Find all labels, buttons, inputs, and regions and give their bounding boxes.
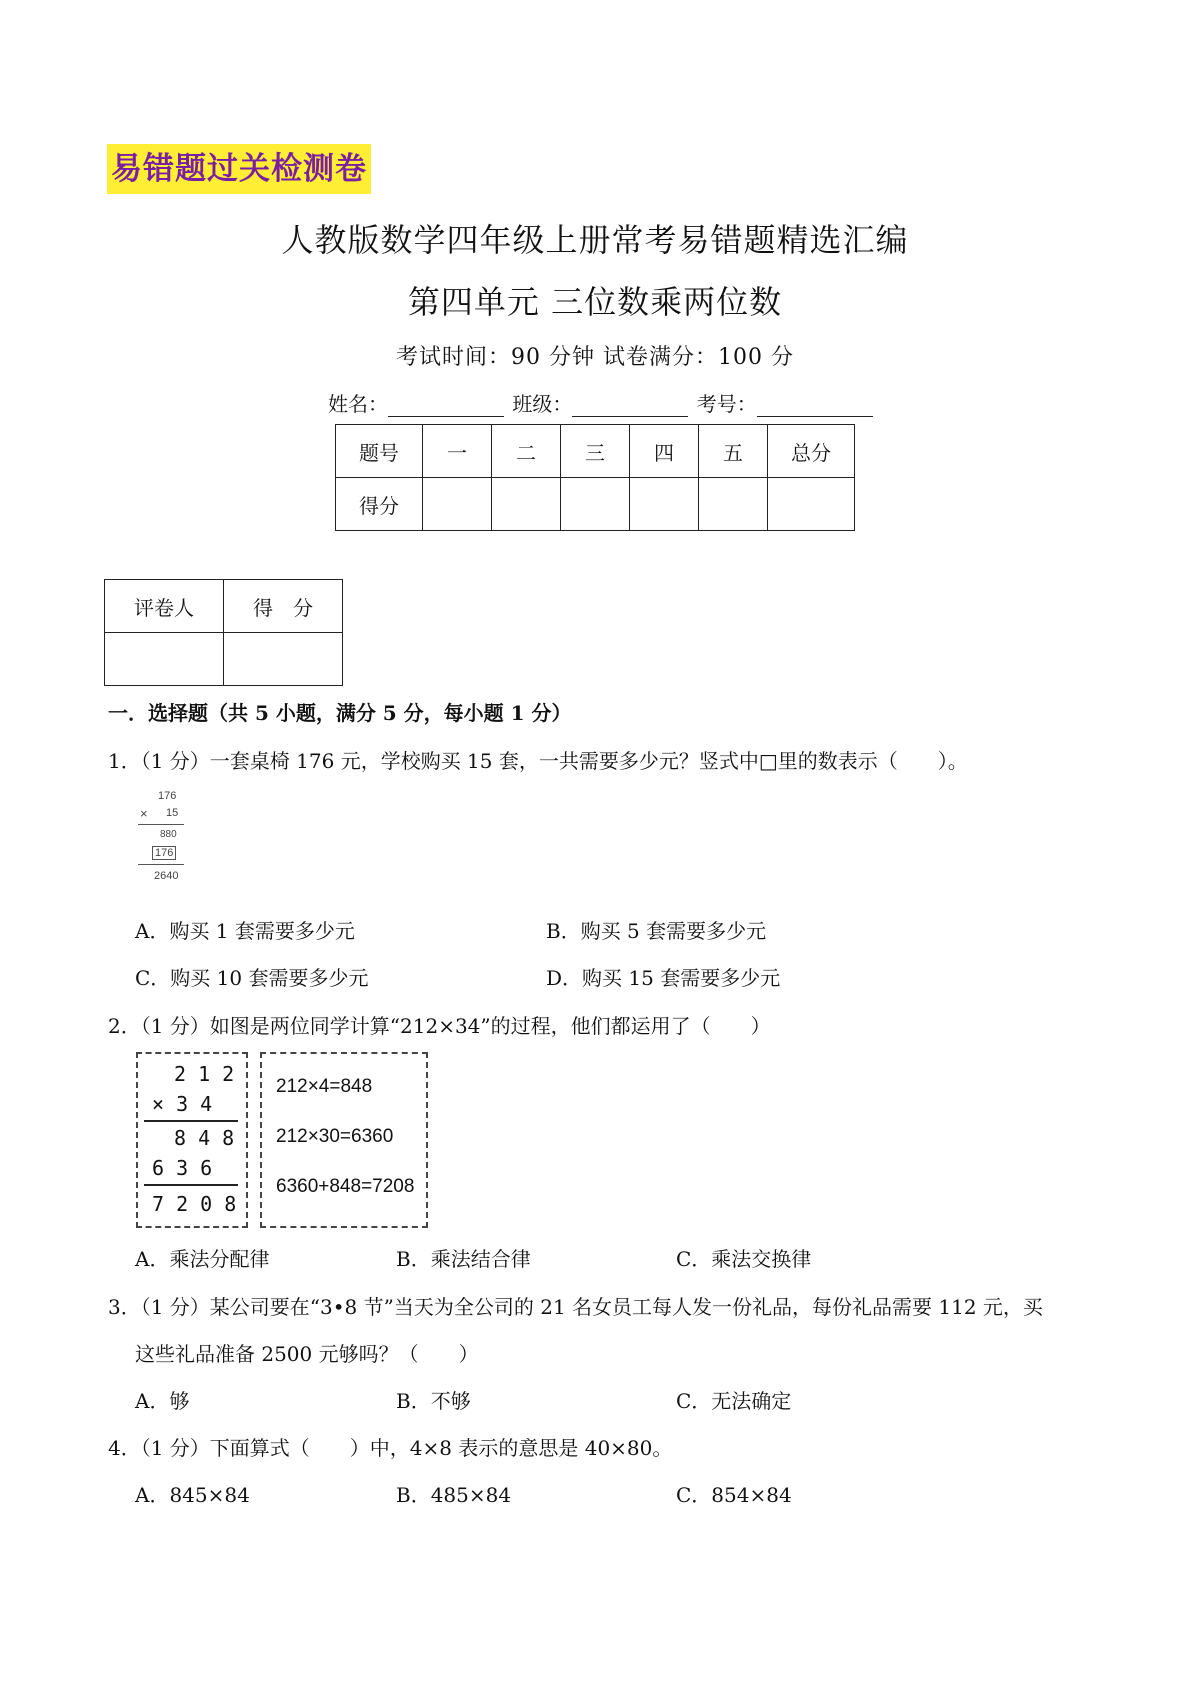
question-3-text-line2: 这些礼品准备 2500 元够吗？（ ） (135, 1342, 479, 1366)
fig2-r2: × 3 4 (152, 1092, 213, 1116)
score-row-label: 得分 (336, 478, 423, 531)
q2-option-b[interactable]: B．乘法结合律 (396, 1247, 531, 1271)
score-header-cell: 五 (699, 425, 768, 478)
question-1-text: 1．（1 分）一套桌椅 176 元，学校购买 15 套，一共需要多少元？竖式中□里的数表示（ ）。 (108, 749, 968, 773)
score-header-cell: 二 (492, 425, 561, 478)
exam-info: 考试时间：90 分钟 试卷满分：100 分 (396, 345, 794, 370)
score-header-cell: 总分 (768, 425, 855, 478)
grader-score-header: 得 分 (224, 580, 343, 633)
q1-option-a[interactable]: A．购买 1 套需要多少元 (135, 919, 355, 943)
number-blank[interactable] (757, 394, 873, 417)
q1-option-d[interactable]: D．购买 15 套需要多少元 (546, 966, 781, 990)
question-2-text: 2．（1 分）如图是两位同学计算“212×34”的过程，他们都运用了（ ） (108, 1014, 771, 1038)
page-title: 人教版数学四年级上册常考易错题精选汇编 (281, 221, 909, 259)
q3-option-b[interactable]: B．不够 (396, 1389, 471, 1413)
score-cell[interactable] (561, 478, 630, 531)
score-header-cell: 三 (561, 425, 630, 478)
question-3-text-line1: 3．（1 分）某公司要在“3•8 节”当天为全公司的 21 名女员工每人发一份礼品，每份礼品需要 112 元，买 (108, 1295, 1043, 1319)
page-subtitle: 第四单元 三位数乘两位数 (407, 283, 783, 321)
fig1-line (138, 824, 184, 825)
number-label: 考号： (696, 392, 757, 416)
q1-option-c[interactable]: C．购买 10 套需要多少元 (135, 966, 369, 990)
fig1-op: × (140, 806, 148, 821)
q2-option-a[interactable]: A．乘法分配律 (135, 1247, 270, 1271)
score-table-header (336, 425, 855, 478)
score-header-cell: 四 (630, 425, 699, 478)
fig1-p2-box: 176 (152, 846, 176, 860)
question-4-text: 4．（1 分）下面算式（ ）中，4×8 表示的意思是 40×80。 (108, 1436, 673, 1460)
student-fields (328, 388, 875, 417)
q3-option-c[interactable]: C．无法确定 (676, 1389, 792, 1413)
fig2-r4: 6 3 6 (152, 1156, 213, 1180)
fig2-right-box (260, 1052, 428, 1228)
name-label: 姓名： (328, 392, 388, 416)
grader-header: 评卷人 (105, 580, 224, 633)
q3-option-a[interactable]: A．够 (135, 1389, 190, 1413)
score-cell[interactable] (492, 478, 561, 531)
name-blank[interactable] (388, 394, 504, 417)
fig1-total: 2640 (154, 870, 179, 882)
section-heading: 一．选择题（共 5 小题，满分 5 分，每小题 1 分） (108, 701, 572, 725)
fig2-r1: 2 1 2 (174, 1062, 235, 1086)
fig2-left-box (136, 1052, 248, 1228)
fig1-p1: 880 (160, 829, 177, 840)
q1-option-b[interactable]: B．购买 5 套需要多少元 (546, 919, 767, 943)
fig1-n2: 15 (166, 807, 179, 819)
grader-table (104, 579, 343, 686)
fig2-step3: 6360+848=7208 (276, 1176, 415, 1197)
q4-option-b[interactable]: B．485×84 (396, 1483, 512, 1507)
score-header-cell: 题号 (336, 425, 423, 478)
fig2-step1: 212×4=848 (276, 1076, 373, 1097)
fig1-n1: 176 (158, 790, 177, 802)
score-cell[interactable] (699, 478, 768, 531)
grader-cell[interactable] (105, 633, 224, 686)
score-cell[interactable] (423, 478, 492, 531)
score-header-cell: 一 (423, 425, 492, 478)
score-table-row (336, 478, 855, 531)
class-label: 班级： (512, 392, 573, 416)
class-blank[interactable] (572, 394, 688, 417)
grader-score-cell[interactable] (224, 633, 343, 686)
fig2-step2: 212×30=6360 (276, 1126, 394, 1147)
fig2-r5: 7 2 0 8 (152, 1192, 237, 1216)
fig2-line1 (144, 1120, 238, 1122)
q2-option-c[interactable]: C．乘法交换律 (676, 1247, 812, 1271)
question-1-figure (138, 790, 190, 894)
score-cell[interactable] (768, 478, 855, 531)
q4-option-a[interactable]: A．845×84 (135, 1483, 250, 1507)
score-cell[interactable] (630, 478, 699, 531)
fig2-r3: 8 4 8 (174, 1126, 235, 1150)
fig2-line2 (144, 1184, 238, 1186)
fig1-line2 (138, 864, 184, 865)
q4-option-c[interactable]: C．854×84 (676, 1483, 792, 1507)
score-table (335, 424, 855, 531)
exam-badge: 易错题过关检测卷 (107, 144, 371, 194)
